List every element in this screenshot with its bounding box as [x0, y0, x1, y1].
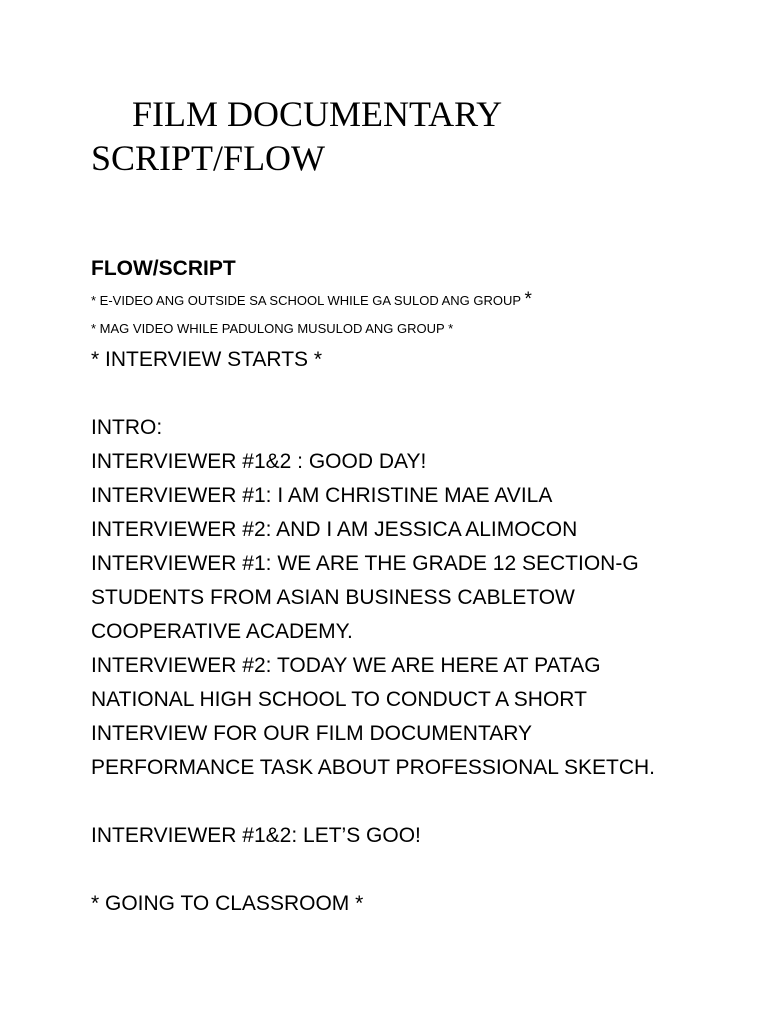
- note-line-2: * MAG VIDEO WHILE PADULONG MUSULOD ANG GROUP *: [91, 321, 454, 336]
- note-line-1: [91, 286, 751, 315]
- script-content: [91, 252, 751, 921]
- script-line: INTERVIEWER #1: WE ARE THE GRADE 12 SECTION-G: [91, 552, 639, 575]
- closing-line: INTERVIEWER #1&2: LET’S GOO!: [91, 824, 421, 847]
- script-line: INTERVIEWER #2: TODAY WE ARE HERE AT PATAG: [91, 654, 601, 677]
- document-title: [91, 92, 731, 180]
- spacer: [91, 377, 751, 411]
- spacer: [91, 853, 751, 887]
- note-line-1-text: * E-VIDEO ANG OUTSIDE SA SCHOOL WHILE GA SULOD ANG GROUP: [91, 293, 521, 308]
- title-line-2: SCRIPT/FLOW: [91, 138, 326, 178]
- note-line-1-star: *: [524, 289, 532, 310]
- script-line: COOPERATIVE ACADEMY.: [91, 620, 353, 643]
- intro-label: INTRO:: [91, 416, 163, 439]
- spacer: [91, 785, 751, 819]
- script-line: PERFORMANCE TASK ABOUT PROFESSIONAL SKETCH.: [91, 756, 656, 779]
- script-line: INTERVIEW FOR OUR FILM DOCUMENTARY: [91, 722, 533, 745]
- script-line: INTERVIEWER #1: I AM CHRISTINE MAE AVILA: [91, 484, 553, 507]
- going-to-classroom-line: * GOING TO CLASSROOM *: [91, 892, 364, 915]
- title-line-1: FILM DOCUMENTARY: [132, 94, 503, 134]
- script-line: INTERVIEWER #1&2 : GOOD DAY!: [91, 450, 427, 473]
- interview-starts-line: * INTERVIEW STARTS *: [91, 348, 323, 371]
- script-line: NATIONAL HIGH SCHOOL TO CONDUCT A SHORT: [91, 688, 587, 711]
- script-line: INTERVIEWER #2: AND I AM JESSICA ALIMOCON: [91, 518, 578, 541]
- section-heading: FLOW/SCRIPT: [91, 257, 236, 280]
- script-line: STUDENTS FROM ASIAN BUSINESS CABLETOW: [91, 586, 575, 609]
